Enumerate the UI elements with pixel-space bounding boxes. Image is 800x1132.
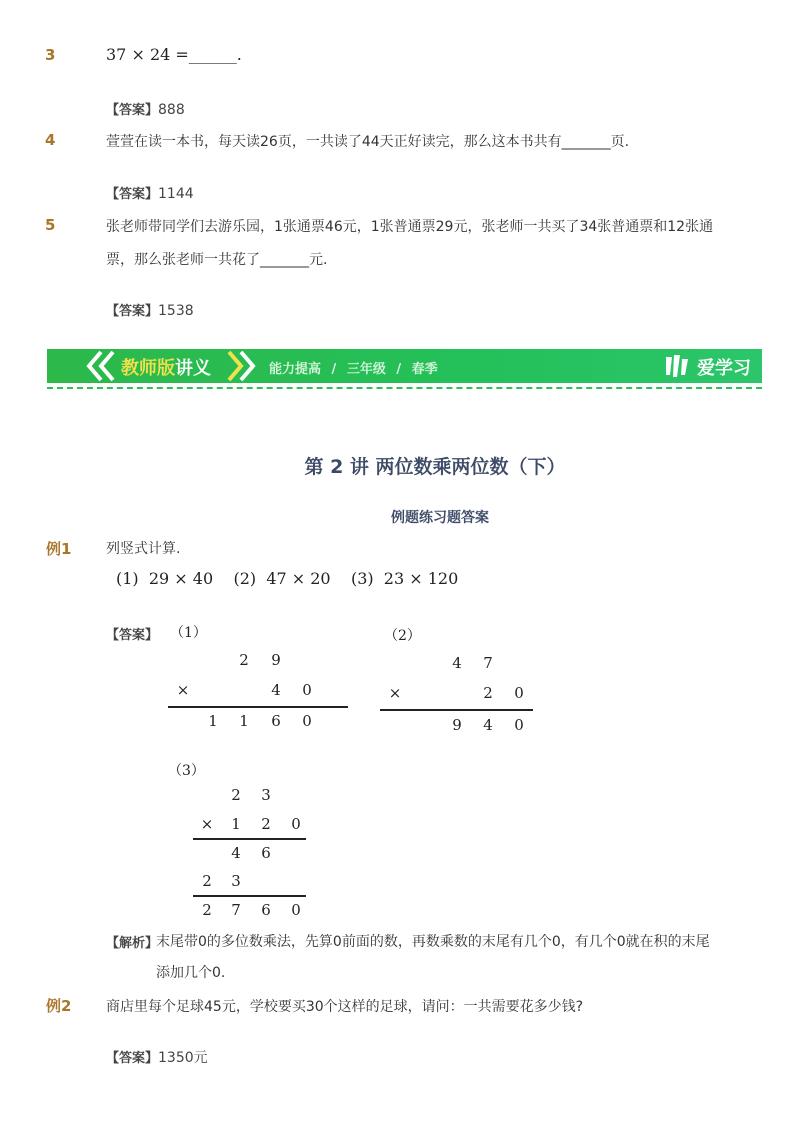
page-banner — [47, 349, 762, 383]
calc-digit: 0 — [302, 681, 312, 699]
question-text-line: 张老师带同学们去游乐园，1张通票46元，1张普通票29元，张老师一共买了34张普通票和12张通 — [106, 219, 714, 235]
double-chevron-left-icon — [81, 349, 125, 383]
answer-value: 1144 — [158, 186, 194, 202]
answer-label: 【答案】 — [106, 628, 159, 643]
calc-digit: 9 — [271, 651, 281, 669]
answer-value: 888 — [158, 102, 185, 118]
calc-digit: 1 — [239, 712, 249, 730]
calc-digit: 2 — [231, 786, 241, 804]
answer-label: 【答案】 — [106, 187, 159, 202]
breadcrumb-item: 春季 — [411, 362, 438, 377]
answer-label: 【答案】 — [106, 103, 159, 118]
calc-digit: 9 — [452, 716, 462, 734]
calc-digit: 0 — [514, 684, 524, 702]
question-number: 3 — [45, 46, 56, 64]
answer-label: 【答案】 — [106, 1051, 159, 1066]
banner-divider — [47, 387, 762, 389]
calc-sign: × — [388, 684, 402, 702]
answer-value: 1350元 — [158, 1050, 208, 1066]
calc-digit: 4 — [231, 844, 241, 862]
example-prompt: 商店里每个足球45元，学校要买30个这样的足球，请问：一共需要花多少钱? — [106, 999, 584, 1015]
example-label: 例2 — [46, 997, 72, 1015]
breadcrumb-separator: / — [396, 362, 402, 377]
calc-rule — [380, 709, 533, 711]
part-label: （1） — [170, 625, 207, 641]
answer — [106, 1047, 208, 1067]
breadcrumb-item: 能力提高 — [269, 362, 322, 377]
answer-value: 1538 — [158, 303, 194, 319]
question-number: 5 — [45, 216, 56, 234]
answer — [106, 300, 194, 319]
part-label: （2） — [384, 628, 421, 644]
question-text: 37 × 24 =______. — [106, 45, 242, 64]
logo-text: 爱学习 — [697, 358, 751, 379]
calc-digit: 2 — [261, 815, 271, 833]
calc-digit: 3 — [231, 872, 241, 890]
calc-digit: 2 — [239, 651, 249, 669]
question-text: 萱萱在读一本书，每天读26页，一共读了44天正好读完，那么这本书共有_______页. — [106, 134, 630, 150]
calc-digit: 2 — [202, 872, 212, 890]
calc-sign: × — [176, 681, 190, 699]
answer — [106, 183, 194, 202]
calc-digit: 0 — [291, 901, 301, 919]
calc-digit: 6 — [261, 844, 271, 862]
analysis-text-line: 添加几个0. — [156, 965, 226, 981]
double-chevron-right-icon — [219, 349, 263, 383]
calc-digit: 4 — [483, 716, 493, 734]
calc-sign: × — [200, 815, 214, 833]
calc-digit: 7 — [231, 901, 241, 919]
example-items: (1) 29 × 40 (2) 47 × 20 (3) 23 × 120 — [116, 569, 459, 588]
calc-digit: 2 — [202, 901, 212, 919]
example-prompt: 列竖式计算. — [106, 541, 181, 557]
calc-digit: 2 — [483, 684, 493, 702]
calc-digit: 1 — [231, 815, 241, 833]
answer — [106, 99, 185, 118]
analysis-text-line: 末尾带0的多位数乘法，先算0前面的数，再数乘数的末尾有几个0，有几个0就在积的末尾 — [156, 934, 710, 950]
analysis-label: 【解析】 — [106, 936, 159, 951]
part-label: （3） — [168, 763, 205, 779]
breadcrumb-separator: / — [331, 362, 337, 377]
lecture-title: 第 2 讲 两位数乘两位数（下） — [304, 456, 566, 478]
calc-digit: 7 — [483, 654, 493, 672]
lecture-subtitle: 例题练习题答案 — [391, 510, 489, 526]
banner-breadcrumb — [269, 358, 438, 377]
calc-digit: 0 — [291, 815, 301, 833]
answer-label: 【答案】 — [106, 304, 159, 319]
banner-title-a: 教师版 — [121, 358, 175, 379]
breadcrumb-item: 三年级 — [346, 362, 386, 377]
question-text-line: 票，那么张老师一共花了_______元. — [106, 252, 328, 268]
calc-digit: 4 — [452, 654, 462, 672]
calc-digit: 0 — [514, 716, 524, 734]
calc-digit: 0 — [302, 712, 312, 730]
calc-rule — [193, 838, 306, 840]
calc-digit: 4 — [271, 681, 281, 699]
calc-rule — [168, 706, 348, 708]
question-number: 4 — [45, 131, 56, 149]
logo-mark-icon — [664, 353, 694, 379]
calc-rule — [193, 895, 306, 897]
example-label: 例1 — [46, 540, 72, 558]
calc-digit: 6 — [271, 712, 281, 730]
calc-digit: 1 — [208, 712, 218, 730]
calc-digit: 3 — [261, 786, 271, 804]
calc-digit: 6 — [261, 901, 271, 919]
banner-title-b: 讲义 — [175, 358, 211, 379]
banner-title — [121, 354, 211, 380]
